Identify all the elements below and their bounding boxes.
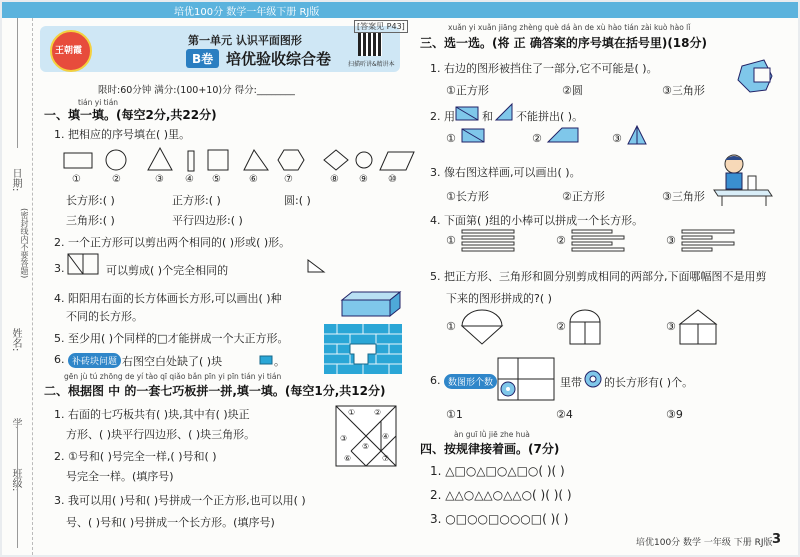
pattern-2[interactable]: 2. △△○△△○△△○( )( )( ): [430, 488, 572, 502]
q3-6-end: 的长方形有( )个。: [604, 376, 694, 389]
q1-2-text: 2. 一个正方形可以剪出两个相同的( )形或( )形。: [54, 236, 291, 249]
q3-6-option-3[interactable]: ③9: [666, 408, 683, 421]
shape-7-hexagon: [278, 150, 304, 170]
option-triangle-figure: [628, 126, 650, 146]
option-rectangle-figure: [462, 128, 488, 144]
school-label: 学: [10, 418, 21, 428]
qr-label: 扫描听讲&精讲本: [348, 61, 395, 68]
q2-1-continued: 方形、( )块平行四边形、( )块三角形。: [66, 428, 256, 441]
tangram-label: ④: [382, 432, 390, 441]
tangram-label: ⑥: [344, 454, 352, 463]
section-pinyin: xuǎn yi xuǎn jiāng zhèng què dá àn de xù hào tián zài kuò hào lǐ: [448, 23, 691, 32]
q3-1-option-3[interactable]: ③三角形: [662, 84, 705, 97]
name-label: 姓名:: [10, 328, 21, 352]
shape-label: ⑦: [284, 174, 293, 185]
shape-5-square: [208, 150, 228, 170]
q3-3-option-1[interactable]: ①长方形: [446, 190, 489, 203]
q3-3-option-3[interactable]: ③三角形: [662, 190, 705, 203]
shape-label: ②: [112, 174, 121, 185]
top-banner: 培优100分 数学一年级下册 RJ版: [2, 2, 798, 18]
answer-square[interactable]: 正方形:( ): [172, 194, 221, 207]
shape-10-parallelogram: [380, 152, 414, 170]
q3-5-text: 5. 把正方形、三角形和圆分别剪成相同的两部分,下面哪幅图不是用剪: [430, 270, 767, 283]
q1-3-number: 3.: [54, 262, 65, 275]
q2-3-continued: 号、( )号和( )号拼成一个长方形。(填序号): [66, 516, 275, 529]
answer-parallelogram[interactable]: 平行四边形:( ): [172, 214, 243, 227]
answer-triangle[interactable]: 三角形:( ): [66, 214, 115, 227]
pattern-1[interactable]: 1. △□○△□○△□○( )( ): [430, 464, 565, 478]
date-label: 日期:: [10, 168, 21, 192]
q3-5-option-1[interactable]: ①: [446, 320, 456, 333]
answer-rectangle[interactable]: 长方形:( ): [66, 194, 115, 207]
answer-circle[interactable]: 圆:( ): [284, 194, 311, 207]
q3-2-option-3[interactable]: ③: [612, 132, 622, 145]
cuboid-figure: [342, 290, 406, 318]
sticks-group-1: [462, 230, 518, 252]
q3-3-text: 3. 像右图这样画,可以画出( )。: [430, 166, 581, 179]
shape-4-rectangle: [188, 151, 194, 171]
q3-2-end: 不能拼出( )。: [516, 110, 584, 123]
flower-icon: [584, 370, 602, 388]
section-pinyin: gēn jù tú zhōng de yí tào qī qiǎo bǎn pīn yi pīn tián yi tián: [64, 372, 282, 381]
q3-2-and: 和: [482, 110, 493, 123]
section-3-title: 三、选一选。(将 正 确答案的序号填在括号里)(18分): [420, 36, 707, 50]
section-1-title: 一、填一填。(每空2分,共22分): [44, 108, 217, 122]
q3-5-option-2[interactable]: ②: [556, 320, 566, 333]
q1-3-text: 可以剪成( )个完全相同的: [106, 264, 229, 277]
tangram-label: ③: [340, 434, 348, 443]
shape-3-triangle: [148, 148, 172, 170]
student-drawing-figure: [708, 152, 774, 206]
shape-label: ④: [185, 174, 194, 185]
shape-label: ⑥: [249, 174, 258, 185]
q3-1-option-1[interactable]: ①正方形: [446, 84, 489, 97]
q3-4-text: 4. 下面第( )组的小棒可以拼成一个长方形。: [430, 214, 644, 227]
tangram-label: ⑦: [382, 454, 390, 463]
q3-2-option-1[interactable]: ①: [446, 132, 456, 145]
q2-2-continued: 号完全一样。(填序号): [66, 470, 174, 483]
section-pinyin: àn guī lǜ jiē zhe huà: [454, 430, 530, 439]
worksheet-page: [2, 2, 798, 555]
brand-logo: 王朝霞: [50, 30, 92, 72]
q2-1-text: 1. 右面的七巧板共有( )块,其中有( )块正: [54, 408, 250, 421]
q3-1-option-2[interactable]: ②圆: [562, 84, 583, 97]
class-label: 班级:: [10, 468, 21, 492]
worksheet-header: [40, 26, 400, 72]
section-pinyin: tián yi tián: [78, 98, 119, 107]
shape-label: ⑧: [330, 174, 339, 185]
brick-icon: [260, 356, 274, 366]
exam-meta: 限时:60分钟 满分:(100+10)分 得分:________: [98, 85, 295, 96]
tag-brick-problem: 补砖块问题: [68, 353, 121, 368]
seal-note: (密封线内不要答题): [20, 208, 29, 279]
q3-2-text: 2. 用: [430, 110, 455, 123]
brick-wall-figure: [324, 324, 402, 374]
q3-4-option-1[interactable]: ①: [446, 234, 456, 247]
margin-line: [17, 18, 18, 148]
shape-1-rectangle: [64, 153, 92, 168]
unit-title: 第一单元 认识平面图形: [188, 34, 302, 47]
q3-5-continued: 下来的图形拼成的?( ): [446, 292, 552, 305]
answer-reference: [答案见 P43]: [354, 20, 408, 33]
q1-6-number: 6.: [54, 353, 65, 366]
q3-6-option-1[interactable]: ①1: [446, 408, 463, 421]
q1-6-text: 右图空白处缺了( )块: [122, 355, 223, 368]
option-semicircle-triangle: [460, 310, 506, 346]
shape-label: ①: [72, 174, 81, 185]
q3-2-option-2[interactable]: ②: [532, 132, 542, 145]
shape-label: ③: [155, 174, 164, 185]
q3-3-option-2[interactable]: ②正方形: [562, 190, 605, 203]
q3-4-option-2[interactable]: ②: [556, 234, 566, 247]
q2-2-text: 2. ①号和( )号完全一样,( )号和( ): [54, 450, 217, 463]
grid-rectangle-figure: [498, 358, 556, 402]
square-piece-figure: [456, 106, 480, 122]
shape-8-rhombus: [324, 150, 348, 170]
q1-5-text: 5. 至少用( )个同样的□才能拼成一个大正方形。: [54, 332, 289, 345]
q3-5-option-3[interactable]: ③: [666, 320, 676, 333]
pattern-3[interactable]: 3. ○□○○□○○○□( )( ): [430, 512, 569, 526]
q3-6-mid: 里带: [560, 376, 582, 389]
sticks-group-2: [572, 230, 628, 252]
q3-6-option-2[interactable]: ②4: [556, 408, 573, 421]
triangle-piece-figure: [496, 104, 516, 122]
shape-2-circle: [106, 150, 126, 170]
shape-label: ⑩: [388, 174, 397, 185]
right-triangle-icon: [308, 260, 326, 274]
option-house-shape: [678, 308, 718, 346]
binding-margin: [2, 18, 33, 555]
q3-6-number: 6.: [430, 374, 441, 387]
q1-6-end: 。: [274, 355, 285, 368]
shape-label: ⑨: [359, 174, 368, 185]
q1-4-continued: 不同的长方形。: [66, 310, 143, 323]
shape-label: ⑤: [212, 174, 221, 185]
paper-badge: B卷: [186, 49, 219, 68]
footer-text: 培优100分 数学 一年级 下册 RJ版: [636, 538, 773, 548]
sticks-group-3: [682, 230, 738, 252]
paper-title: 培优验收综合卷: [226, 50, 332, 68]
tangram-label: ⑤: [362, 442, 370, 451]
section-4-title: 四、按规律接着画。(7分): [420, 442, 560, 456]
tag-count-shapes: 数图形个数: [444, 374, 497, 389]
q3-1-text: 1. 右边的图形被挡住了一部分,它不可能是( )。: [430, 62, 658, 75]
q1-1-text: 1. 把相应的序号填在( )里。: [54, 128, 191, 141]
option-trapezoid-figure: [548, 128, 582, 144]
q1-4-text: 4. 阳阳用右面的长方体画长方形,可以画出( )种: [54, 292, 282, 305]
tangram-label: ①: [348, 408, 356, 417]
hidden-shape-figure: [736, 58, 776, 94]
q2-3-text: 3. 我可以用( )号和( )号拼成一个正方形,也可以用( ): [54, 494, 306, 507]
cut-square-figure: [68, 254, 102, 276]
qr-code-icon[interactable]: [358, 32, 382, 56]
q3-4-option-3[interactable]: ③: [666, 234, 676, 247]
shape-9-circle: [356, 152, 372, 168]
tangram-label: ②: [374, 408, 382, 417]
section-2-title: 二、根据图 中 的一套七巧板拼一拼,填一填。(每空1分,共12分): [44, 384, 386, 398]
page-number: 3: [772, 532, 782, 547]
shape-6-triangle: [244, 150, 268, 170]
option-arch-shape: [568, 308, 602, 346]
margin-line: [17, 418, 18, 548]
